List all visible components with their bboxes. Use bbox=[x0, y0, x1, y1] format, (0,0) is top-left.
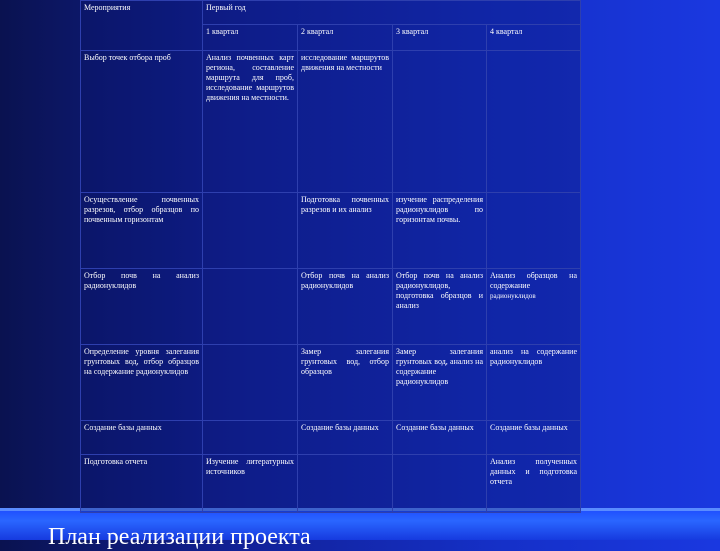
q2-cell: Замер залегания грунтовых вод, отбор образцов bbox=[298, 345, 393, 421]
q4-cell bbox=[487, 193, 581, 269]
q4-small-text: радионуклидов bbox=[490, 292, 536, 300]
activity-cell: Определение уровня залегания грунтовых вод, отбор образцов на содержание радионуклидов bbox=[81, 345, 203, 421]
quarter-3-header: 3 квартал bbox=[393, 25, 487, 51]
q2-cell: Отбор почв на анализ радионуклидов bbox=[298, 269, 393, 345]
q4-cell bbox=[487, 51, 581, 193]
slide-title: План реализации проекта bbox=[48, 524, 311, 550]
q1-cell bbox=[203, 193, 298, 269]
q1-cell: Анализ почвенных карт региона, составление маршрута для проб, исследование маршрутов движения на местности. bbox=[203, 51, 298, 193]
q4-cell: анализ на содержание радионуклидов bbox=[487, 345, 581, 421]
q2-cell: Подготовка почвенных разрезов и их анализ bbox=[298, 193, 393, 269]
quarter-2-header: 2 квартал bbox=[298, 25, 393, 51]
table-row bbox=[81, 455, 581, 513]
project-plan-table bbox=[80, 0, 581, 513]
first-year-header: Первый год bbox=[203, 1, 581, 25]
activity-cell: Осуществление почвенных разрезов, отбор образцов по почвенным горизонтам bbox=[81, 193, 203, 269]
table-row bbox=[81, 51, 581, 193]
table-row bbox=[81, 421, 581, 455]
q3-cell: Создание базы данных bbox=[393, 421, 487, 455]
activity-cell: Выбор точек отбора проб bbox=[81, 51, 203, 193]
q3-cell: Отбор почв на анализ радионуклидов, подготовка образцов и анализ bbox=[393, 269, 487, 345]
q4-cell: Анализ полученных данных и подготовка отчета bbox=[487, 455, 581, 513]
q4-main-text: Анализ образцов на содержание bbox=[490, 271, 577, 290]
q4-cell bbox=[487, 269, 581, 345]
q2-cell bbox=[298, 455, 393, 513]
q1-cell: Изучение литературных источников bbox=[203, 455, 298, 513]
table-header-row bbox=[81, 1, 581, 25]
q2-cell: исследование маршрутов движения на местности bbox=[298, 51, 393, 193]
table-row bbox=[81, 193, 581, 269]
activity-cell: Создание базы данных bbox=[81, 421, 203, 455]
q1-cell bbox=[203, 269, 298, 345]
activity-cell: Отбор почв на анализ радионуклидов bbox=[81, 269, 203, 345]
quarter-1-header: 1 квартал bbox=[203, 25, 298, 51]
q1-cell bbox=[203, 421, 298, 455]
q3-cell: изучение распределения радионуклидов по горизонтам почвы. bbox=[393, 193, 487, 269]
activity-cell: Подготовка отчета bbox=[81, 455, 203, 513]
table-row bbox=[81, 269, 581, 345]
q2-cell: Создание базы данных bbox=[298, 421, 393, 455]
q4-cell: Создание базы данных bbox=[487, 421, 581, 455]
quarter-4-header: 4 квартал bbox=[487, 25, 581, 51]
q3-cell bbox=[393, 455, 487, 513]
q3-cell: Замер залегания грунтовых вод, анализ на содержание радионуклидов bbox=[393, 345, 487, 421]
table-row bbox=[81, 345, 581, 421]
q3-cell bbox=[393, 51, 487, 193]
q1-cell bbox=[203, 345, 298, 421]
activities-header: Мероприятия bbox=[81, 1, 203, 51]
